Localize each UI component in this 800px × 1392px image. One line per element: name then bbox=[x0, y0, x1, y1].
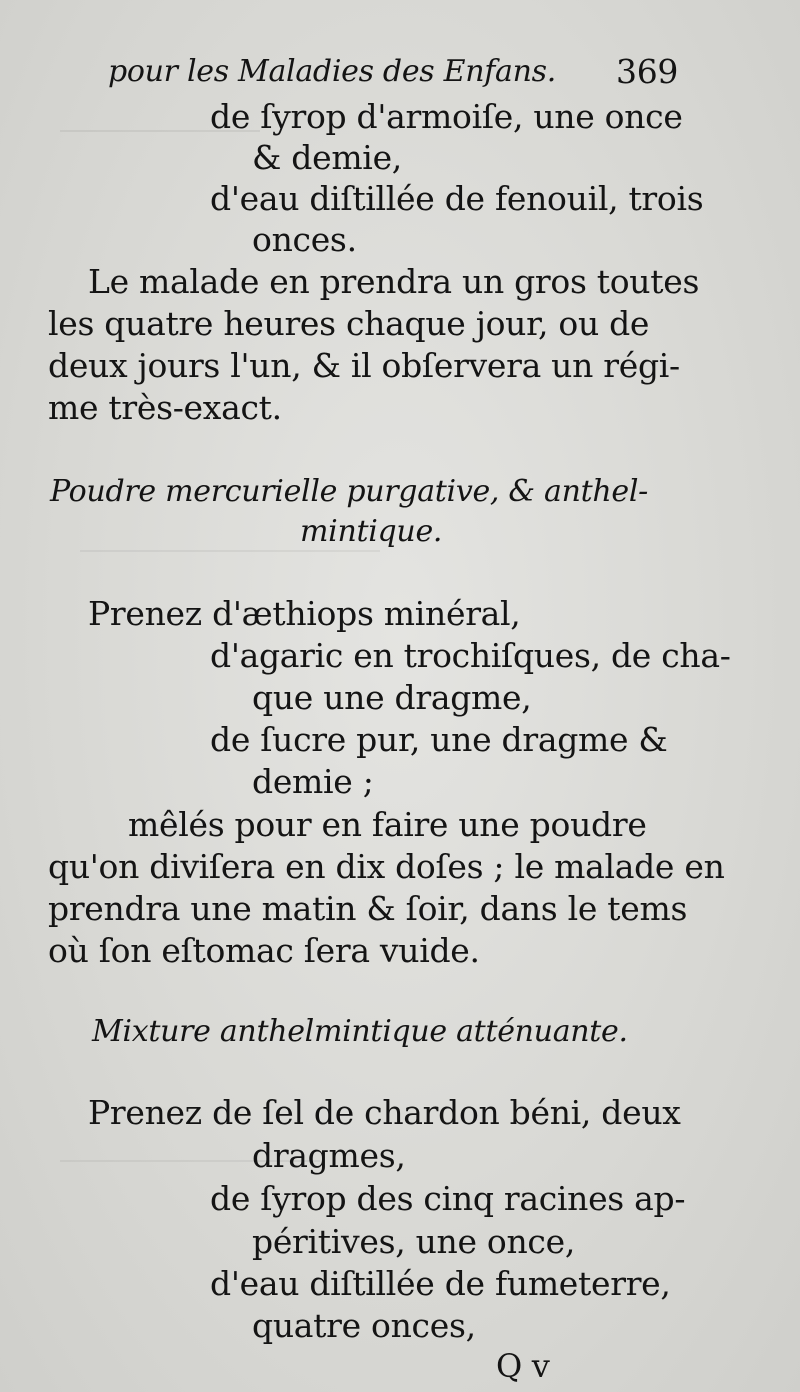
text-line: Prenez d'æthiops minéral, bbox=[88, 594, 521, 633]
text-line: de ſucre pur, une dragme & bbox=[210, 720, 668, 759]
text-line: dragmes, bbox=[252, 1136, 406, 1175]
text-line: péritives, une once, bbox=[252, 1222, 576, 1261]
page-number: 369 bbox=[616, 52, 679, 91]
section-heading-continued: mintique. bbox=[300, 514, 443, 549]
section-heading: Mixture anthelmintique atténuante. bbox=[92, 1014, 628, 1049]
text-line: prendra une matin & ſoir, dans le tems bbox=[48, 889, 688, 928]
section-heading: Poudre mercurielle purgative, & anthel- bbox=[50, 474, 649, 509]
text-line: me très-exact. bbox=[48, 388, 282, 427]
text-line: Prenez de ſel de chardon béni, deux bbox=[88, 1093, 681, 1132]
text-line: mêlés pour en faire une poudre bbox=[128, 805, 647, 844]
text-line: quatre onces, bbox=[252, 1306, 476, 1345]
running-title: pour les Maladies des Enfans. bbox=[108, 54, 556, 89]
text-line: Le malade en prendra un gros toutes bbox=[88, 262, 700, 301]
text-line: demie ; bbox=[252, 762, 374, 801]
text-line: d'eau diſtillée de fumeterre, bbox=[210, 1264, 671, 1303]
text-line: de ſyrop d'armoiſe, une once bbox=[210, 97, 683, 136]
text-line: d'agaric en trochiſques, de cha- bbox=[210, 636, 731, 675]
text-line: que une dragme, bbox=[252, 678, 532, 717]
text-line: d'eau diſtillée de fenouil, trois bbox=[210, 179, 704, 218]
signature-mark: Q v bbox=[496, 1347, 550, 1385]
text-line: & demie, bbox=[252, 138, 402, 177]
text-line: deux jours l'un, & il obſervera un régi- bbox=[48, 346, 680, 385]
text-line: qu'on diviſera en dix doſes ; le malade en bbox=[48, 847, 725, 886]
text-line: onces. bbox=[252, 220, 357, 259]
text-line: où ſon eſtomac ſera vuide. bbox=[48, 931, 480, 970]
text-line: les quatre heures chaque jour, ou de bbox=[48, 304, 650, 343]
text-line: de ſyrop des cinq racines ap- bbox=[210, 1179, 686, 1218]
